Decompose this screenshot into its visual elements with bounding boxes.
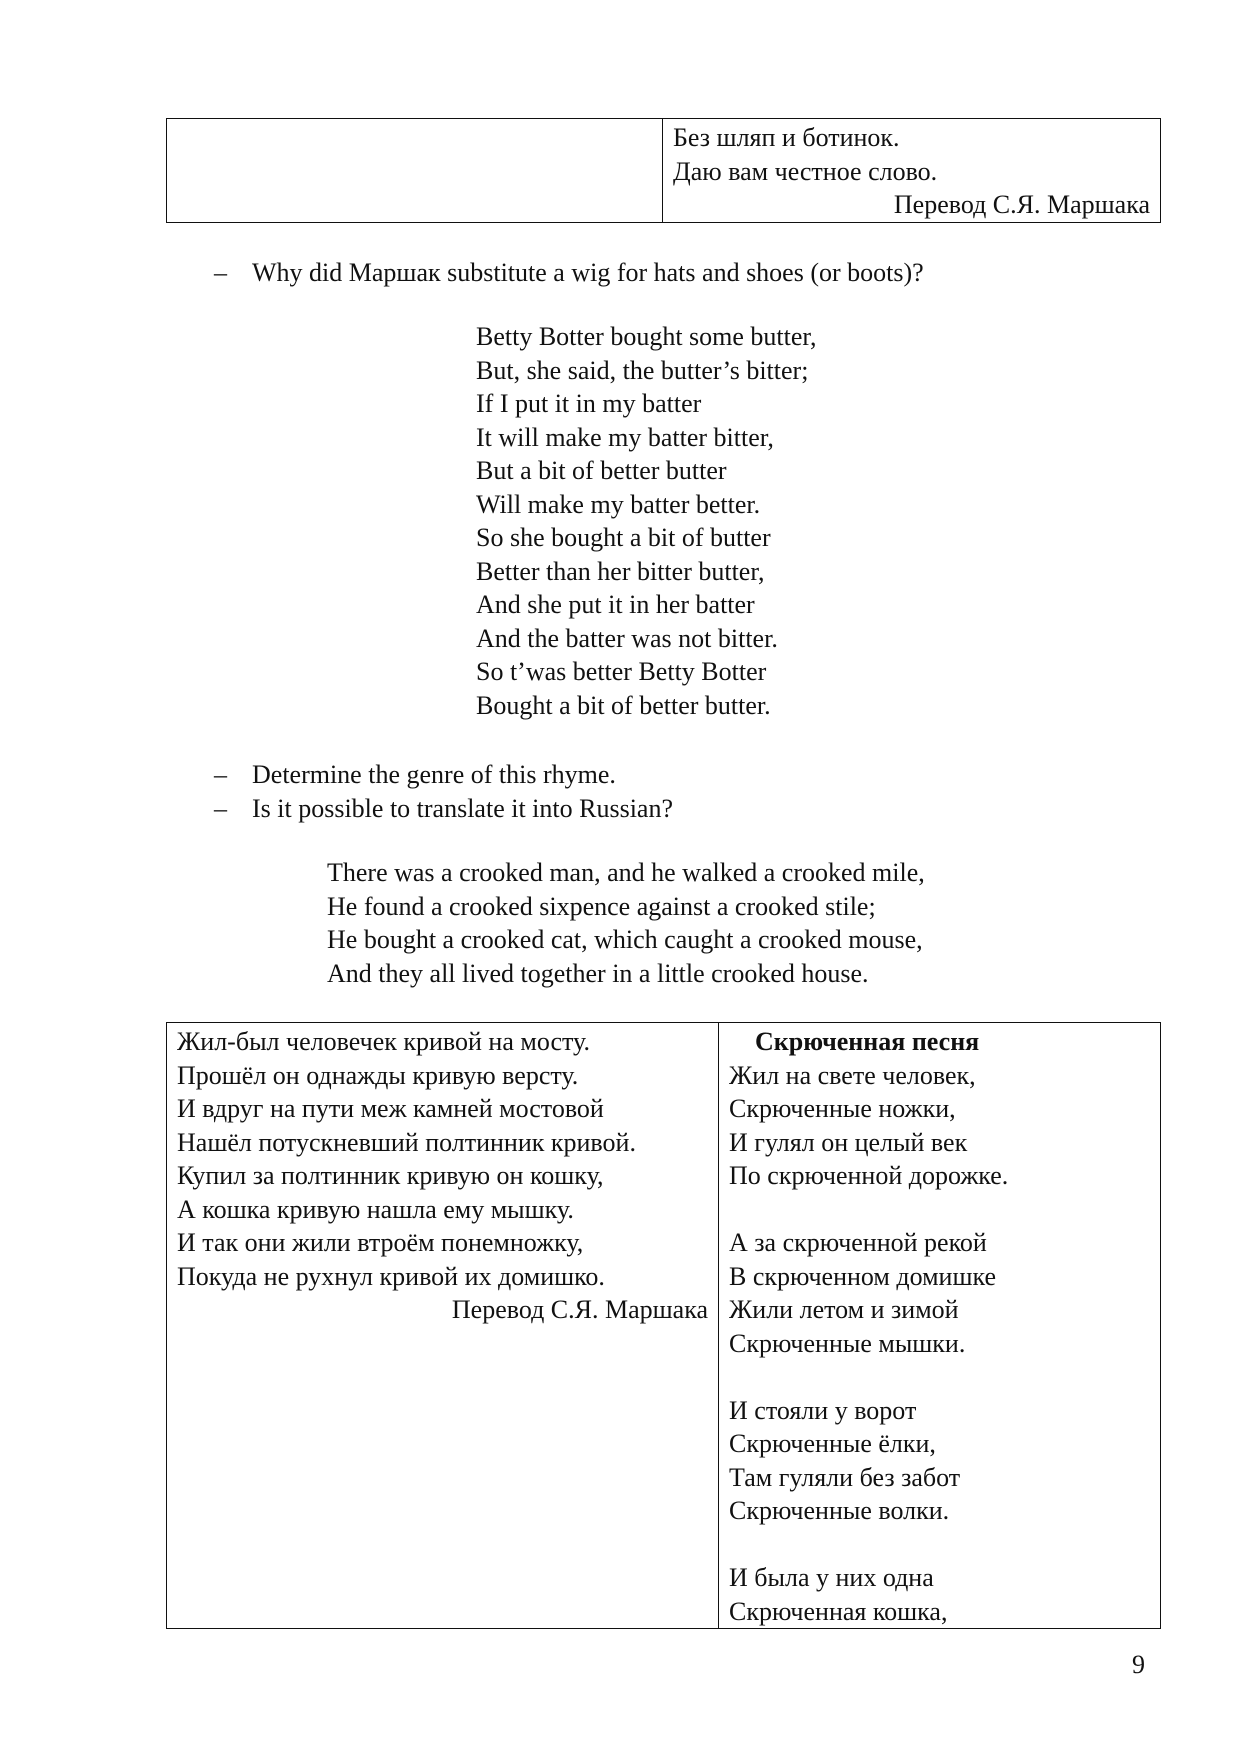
verse-line: И так они жили втроём понемножку,	[177, 1228, 584, 1257]
top-translation-table	[166, 118, 1161, 223]
stanza-gap	[729, 1360, 1150, 1394]
verse-line: Скрюченные волки.	[729, 1496, 950, 1525]
verse-line: Жил-был человечек кривой на мосту.	[177, 1027, 590, 1056]
question-text: Why did Маршак substitute a wig for hats and shoes (or boots)?	[252, 258, 924, 287]
bottom-translation-table	[166, 1022, 1161, 1629]
verse-line: И вдруг на пути меж камней мостовой	[177, 1094, 604, 1123]
verse-line: Там гуляли без забот	[729, 1462, 961, 1492]
poem-line: He bought a crooked cat, which caught a crooked mouse,	[327, 925, 923, 954]
verse-line: Без шляп и ботинок.	[673, 123, 900, 152]
dash-bullet: –	[214, 793, 227, 823]
verse-line: Прошёл он однажды кривую версту.	[177, 1060, 579, 1090]
verse-line: А кошка кривую нашла ему мышку.	[177, 1194, 574, 1224]
verse-line: Скрюченные мышки.	[729, 1328, 966, 1358]
song-title: Скрюченная песня	[755, 1027, 980, 1056]
verse-line: Скрюченные ножки,	[729, 1094, 956, 1123]
question-text: Determine the genre of this rhyme.	[252, 760, 616, 789]
poem-line: And the batter was not bitter.	[476, 623, 778, 653]
stanza-gap	[729, 1193, 1150, 1227]
crooked-song-cell	[719, 1023, 1161, 1629]
verse-line: И была у них одна	[729, 1563, 934, 1592]
poem-line: Bought a bit of better butter.	[476, 690, 771, 720]
poem-line: There was a crooked man, and he walked a crooked mile,	[327, 858, 925, 887]
poem-line: And they all lived together in a little crooked house.	[327, 958, 869, 988]
verse-line: В скрюченном домишке	[729, 1261, 996, 1291]
page-number: 9	[1132, 1650, 1145, 1679]
dash-bullet: –	[214, 760, 227, 789]
verse-line: Жили летом и зимой	[729, 1295, 959, 1324]
translation-attribution: Перевод С.Я. Маршака	[451, 1295, 708, 1324]
poem-line: But, she said, the butter’s bitter;	[476, 355, 809, 385]
marshak-translation-cell	[167, 1023, 719, 1629]
verse-line: Купил за полтинник кривую он кошку,	[177, 1161, 604, 1190]
question-list-2	[214, 758, 673, 825]
verse-line: Нашёл потускневший полтинник кривой.	[177, 1127, 636, 1157]
verse-line: Покуда не рухнул кривой их домишко.	[177, 1261, 605, 1291]
verse-line: По скрюченной дорожке.	[729, 1161, 1009, 1190]
poem-line: So she bought a bit of butter	[476, 523, 771, 552]
top-table-right-cell	[663, 119, 1161, 223]
verse-line: Скрюченные ёлки,	[729, 1429, 936, 1458]
poem-line: And she put it in her batter	[476, 590, 755, 619]
translation-attribution: Перевод С.Я. Маршака	[893, 190, 1150, 219]
verse-line: Даю вам честное слово.	[673, 156, 938, 186]
question-text: Is it possible to translate it into Russian?	[252, 793, 674, 823]
question-list-1	[214, 256, 924, 290]
poem-line: He found a crooked sixpence against a crooked stile;	[327, 891, 876, 921]
top-table-left-cell	[167, 119, 663, 223]
poem-line: But a bit of better butter	[476, 456, 727, 485]
verse-line: И стояли у ворот	[729, 1395, 917, 1425]
stanza-gap	[729, 1528, 1150, 1562]
verse-line: Жил на свете человек,	[729, 1060, 976, 1090]
poem-line: So t’was better Betty Botter	[476, 657, 767, 686]
poem-line: If I put it in my batter	[476, 389, 702, 418]
poem-betty-botter	[476, 320, 817, 722]
poem-crooked-man	[327, 856, 925, 990]
poem-line: Will make my batter better.	[476, 489, 761, 519]
dash-bullet: –	[214, 258, 227, 287]
poem-line: Better than her bitter butter,	[476, 556, 765, 586]
question-item	[214, 758, 673, 792]
question-item	[214, 256, 924, 290]
verse-line: Скрюченная кошка,	[729, 1596, 948, 1626]
poem-line: It will make my batter bitter,	[476, 422, 774, 452]
poem-line: Betty Botter bought some butter,	[476, 322, 817, 351]
verse-line: А за скрюченной рекой	[729, 1228, 987, 1257]
question-item	[214, 792, 673, 826]
verse-line: И гулял он целый век	[729, 1127, 968, 1157]
